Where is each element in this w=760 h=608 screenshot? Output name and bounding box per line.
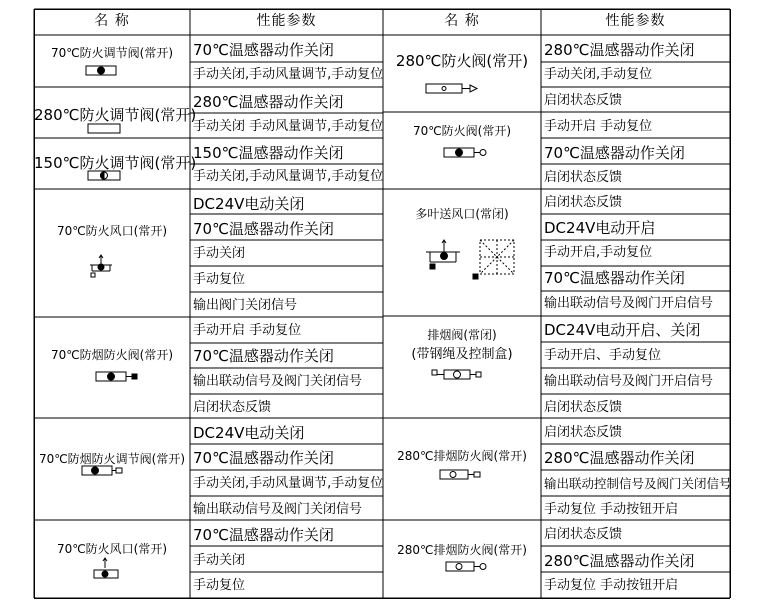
right-param: 输出联动信号及阀门开启信号 bbox=[544, 296, 714, 311]
right-param: 手动开启,手动复位 bbox=[544, 245, 653, 260]
left-param: 手动复位 bbox=[193, 578, 246, 593]
left-param: DC24V电动关闭 bbox=[193, 195, 305, 213]
header-param-right: 性能参数 bbox=[605, 13, 666, 29]
right-param: 手动复位 手动按钮开启 bbox=[544, 502, 679, 517]
rect-dot-circle-icon bbox=[442, 146, 492, 160]
right-item-name: 280℃防火阀(常开) bbox=[395, 52, 529, 70]
left-param: 手动关闭 bbox=[193, 553, 246, 568]
right-param: 手动关闭,手动复位 bbox=[544, 67, 653, 82]
left-param: 手动复位 bbox=[193, 272, 246, 287]
rect-dot-square-icon bbox=[94, 370, 144, 384]
right-item-name: 70℃防火阀(常开) bbox=[412, 124, 512, 138]
left-item-name: 70℃防火风口(常开) bbox=[56, 542, 168, 556]
right-item-name: 多叶送风口(常闭) bbox=[415, 207, 509, 221]
right-param: 280℃温感器动作关闭 bbox=[544, 41, 695, 59]
left-param: 输出联动信号及阀门关闭信号 bbox=[193, 374, 363, 389]
left-param: 150℃温感器动作关闭 bbox=[193, 144, 344, 162]
left-param: DC24V电动关闭 bbox=[193, 424, 305, 442]
rect-with-dot-icon bbox=[84, 64, 124, 78]
vent-damper-icon bbox=[88, 252, 118, 282]
right-item-name: 280℃排烟防火阀(常开) bbox=[397, 543, 527, 557]
right-param: 启闭状态反馈 bbox=[544, 400, 623, 415]
left-param: 70℃温感器动作关闭 bbox=[193, 347, 334, 365]
left-param: 手动关闭,手动风量调节,手动复位 bbox=[193, 476, 384, 491]
right-param: DC24V电动开启、关闭 bbox=[544, 321, 701, 339]
right-param: 280℃温感器动作关闭 bbox=[544, 552, 695, 570]
right-param: 启闭状态反馈 bbox=[544, 93, 623, 108]
left-param: 70℃温感器动作关闭 bbox=[193, 449, 334, 467]
right-param: 输出联动信号及阀门开启信号 bbox=[544, 374, 714, 389]
right-item-name: 排烟阀(常闭) bbox=[427, 328, 497, 342]
right-param: 70℃温感器动作关闭 bbox=[544, 269, 685, 287]
left-item-name: 70℃防火调节阀(常开) bbox=[50, 46, 174, 60]
left-item-name: 70℃防烟防火调节阀(常开) bbox=[38, 452, 186, 466]
rect-half-circle-icon bbox=[86, 169, 126, 183]
rect-circle-open-icon bbox=[444, 560, 494, 574]
header-param-left: 性能参数 bbox=[256, 13, 317, 29]
left-param: 手动关闭 bbox=[193, 246, 246, 261]
left-item-name: 70℃防火风口(常开) bbox=[56, 224, 168, 238]
left-param: 启闭状态反馈 bbox=[193, 400, 272, 415]
right-item-name: 280℃排烟防火阀(常开) bbox=[397, 449, 527, 463]
left-param: 70℃温感器动作关闭 bbox=[193, 526, 334, 544]
right-item-name-line2: (带钢绳及控制盒) bbox=[411, 347, 513, 362]
right-param: DC24V电动开启 bbox=[544, 219, 656, 237]
left-param: 手动关闭 手动风量调节,手动复位 bbox=[193, 119, 384, 134]
left-param: 70℃温感器动作关闭 bbox=[193, 41, 334, 59]
left-param: 手动关闭,手动风量调节,手动复位 bbox=[193, 169, 384, 184]
left-param: 输出阀门关闭信号 bbox=[193, 298, 298, 313]
right-param: 手动开启、手动复位 bbox=[544, 348, 662, 363]
right-param: 启闭状态反馈 bbox=[544, 170, 623, 185]
header-name-left: 名 称 bbox=[94, 13, 130, 29]
multi-blade-vent-icon bbox=[422, 236, 522, 284]
rect-circle-square-icon bbox=[438, 468, 488, 482]
empty-rect-icon bbox=[86, 122, 126, 136]
right-param: 手动开启 手动复位 bbox=[544, 119, 653, 134]
right-param: 启闭状态反馈 bbox=[544, 527, 623, 542]
right-param: 手动复位 手动按钮开启 bbox=[544, 578, 679, 593]
left-param: 输出联动信号及阀门关闭信号 bbox=[193, 502, 363, 517]
left-param: 280℃温感器动作关闭 bbox=[193, 93, 344, 111]
left-param: 手动关闭,手动风量调节,手动复位 bbox=[193, 67, 384, 82]
left-item-name: 150℃防火调节阀(常开) bbox=[34, 154, 197, 172]
right-param: 输出联动控制信号及阀门关闭信号 bbox=[544, 476, 732, 491]
vent-rect-dot-icon bbox=[92, 556, 126, 584]
rect-triangle-icon bbox=[424, 82, 484, 96]
right-param: 启闭状态反馈 bbox=[544, 195, 623, 210]
right-param: 启闭状态反馈 bbox=[544, 425, 623, 440]
right-param: 280℃温感器动作关闭 bbox=[544, 449, 695, 467]
left-param: 手动开启 手动复位 bbox=[193, 323, 302, 338]
rect-dot-small-rect-icon bbox=[80, 464, 130, 478]
left-param: 70℃温感器动作关闭 bbox=[193, 220, 334, 238]
left-item-name: 280℃防火调节阀(常开) bbox=[34, 106, 197, 124]
left-item-name: 70℃防烟防火阀(常开) bbox=[50, 348, 174, 362]
right-param: 70℃温感器动作关闭 bbox=[544, 144, 685, 162]
header-name-right: 名 称 bbox=[444, 13, 480, 29]
smoke-valve-icon bbox=[430, 368, 494, 382]
